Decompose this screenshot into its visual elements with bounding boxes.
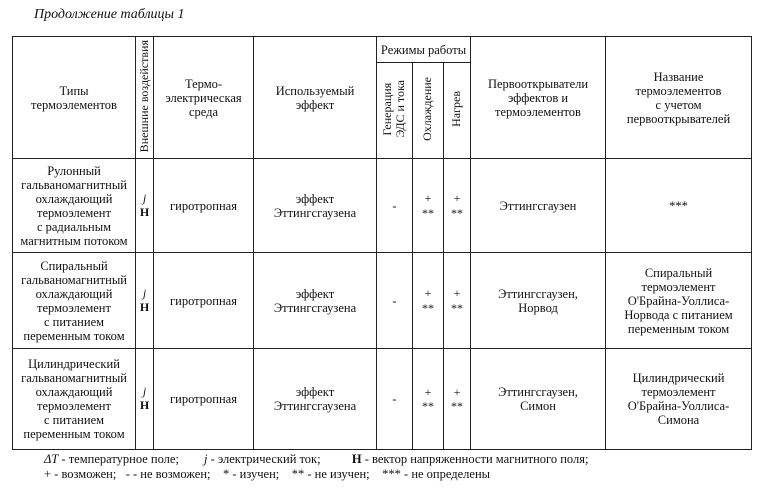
cell-type: Цилиндрический гальваномагнитный охлаждающий термоэлемент с питанием переменным током [13, 349, 136, 450]
note-dt-text: - температурное поле; [58, 452, 179, 466]
header-modes: Режимы работы [377, 37, 471, 63]
cell-discoverers: Эттингсгаузен, Симон [471, 349, 606, 450]
note-j-text: - электрический ток; [207, 452, 321, 466]
cell-cool: + ** [413, 253, 444, 349]
header-type: Типы термоэлементов [13, 37, 136, 159]
cell-discoverers: Эттингсгаузен, Норвод [471, 253, 606, 349]
header-external: Внешние воздействия [136, 37, 154, 159]
header-mode-cool: Охлаждение [413, 63, 444, 159]
note-j-symbol: j [203, 452, 208, 466]
cell-name: Спиральный термоэлемент О'Брайна-Уоллиса- Норвода с питанием переменным током [606, 253, 752, 349]
cell-effect: эффект Эттингсгаузена [254, 349, 377, 450]
cell-name: Цилиндрический термоэлемент О'Брайна-Уоллиса- Симона [606, 349, 752, 450]
cell-cool: + ** [413, 349, 444, 450]
cell-external: j H [136, 253, 154, 349]
cell-name: *** [606, 159, 752, 253]
table-row [13, 159, 752, 253]
header-effect: Используемый эффект [254, 37, 377, 159]
cell-gen: - [377, 253, 413, 349]
cell-medium: гиротропная [154, 159, 254, 253]
header-mode-heat: Нагрев [444, 63, 471, 159]
note-h-symbol: H [351, 452, 362, 466]
table-caption: Продолжение таблицы 1 [34, 7, 185, 22]
cell-gen: - [377, 349, 413, 450]
cell-effect: эффект Эттингсгаузена [254, 253, 377, 349]
cell-cool: + ** [413, 159, 444, 253]
table-row [13, 349, 752, 450]
header-name: Название термоэлементов с учетом первооткрывателей [606, 37, 752, 159]
header-discoverers: Первооткрыватели эффектов и термоэлементов [471, 37, 606, 159]
note-legend: + - возможен; - - не возможен; * - изучен; ** - не изучен; *** - не определены [44, 467, 491, 481]
table-notes [44, 452, 588, 482]
header-medium: Термо- электрическая среда [154, 37, 254, 159]
note-dt-symbol: ΔT [44, 452, 59, 466]
cell-external: j H [136, 159, 154, 253]
note-h-text: - вектор напряженности магнитного поля; [361, 452, 589, 466]
cell-gen: - [377, 159, 413, 253]
cell-type: Рулонный гальваномагнитный охлаждающий термоэлемент с радиальным магнитным потоком [13, 159, 136, 253]
cell-heat: + ** [444, 253, 471, 349]
cell-discoverers: Эттингсгаузен [471, 159, 606, 253]
cell-heat: + ** [444, 159, 471, 253]
thermoelements-table [12, 36, 752, 450]
cell-effect: эффект Эттингсгаузена [254, 159, 377, 253]
cell-external: j H [136, 349, 154, 450]
table-row [13, 253, 752, 349]
header-mode-gen: Генерация ЭДС и тока [377, 63, 413, 159]
cell-medium: гиротропная [154, 349, 254, 450]
cell-heat: + ** [444, 349, 471, 450]
cell-medium: гиротропная [154, 253, 254, 349]
cell-type: Спиральный гальваномагнитный охлаждающий термоэлемент с питанием переменным током [13, 253, 136, 349]
